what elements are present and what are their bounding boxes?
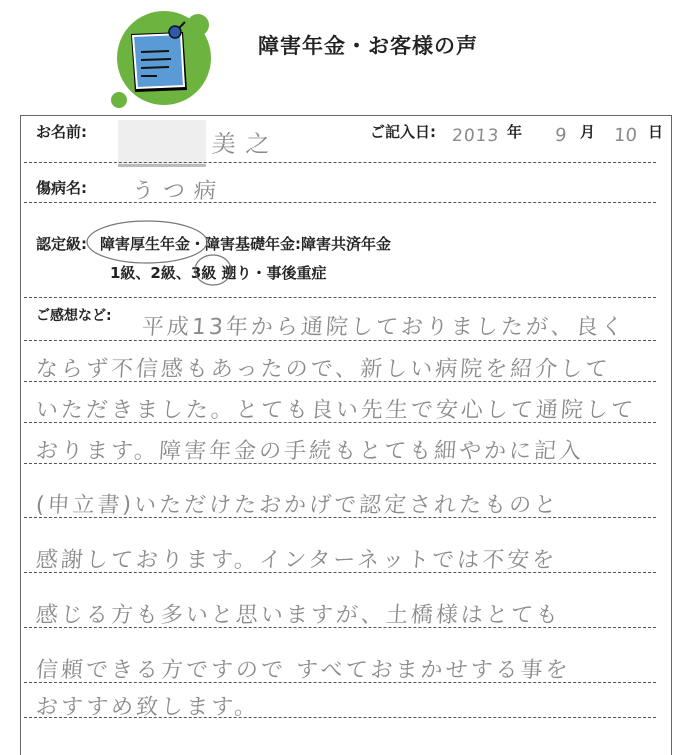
comment-line: おすすめ致します。 <box>34 695 261 720</box>
selection-circles <box>85 215 245 295</box>
year-unit: 年 <box>507 123 523 141</box>
divider <box>24 517 656 518</box>
comment-line: 感じる方も多いと思いますが、土橋様はとても <box>34 603 562 628</box>
comment-line: 信頼できる方ですので すべておまかせする事を <box>34 658 572 683</box>
divider <box>24 422 656 423</box>
month-unit: 月 <box>580 123 596 141</box>
date-month: 9 <box>554 125 571 146</box>
divider <box>24 340 656 341</box>
grade-label: 認定級: <box>36 235 87 253</box>
divider <box>24 381 656 382</box>
redacted-name <box>118 120 206 167</box>
disease-label: 傷病名: <box>36 179 87 197</box>
pension-type-options: 障害厚生年金・障害基礎年金:障害共済年金 <box>100 235 392 253</box>
logo <box>105 10 215 110</box>
selected-pension-circle <box>87 221 207 263</box>
date-day: 10 <box>613 125 638 146</box>
page-title: 障害年金・お客様の声 <box>258 34 478 58</box>
comment-line: ならず不信感もあったので、新しい病院を紹介して <box>34 357 612 382</box>
disease-value: うつ病 <box>130 179 226 204</box>
comment-line: 感謝しております。インターネットでは不安を <box>34 548 558 573</box>
divider <box>24 627 656 628</box>
divider <box>24 572 656 573</box>
name-value: 美之 <box>210 130 281 158</box>
grade-options: 1級、2級、3級 遡り・事後重症 <box>110 264 327 282</box>
divider <box>24 162 656 163</box>
divider <box>24 463 656 464</box>
comment-line: おります。障害年金の手続もとても細やかに記入 <box>34 439 585 464</box>
divider <box>24 717 656 718</box>
divider <box>24 202 656 203</box>
day-unit: 日 <box>648 123 664 141</box>
date-year: 2013 <box>451 126 500 146</box>
note-pinned-icon <box>105 10 215 110</box>
comment-line: (申立書)いただけたおかげで認定されたものと <box>34 493 560 518</box>
selected-grade-circle <box>195 255 231 285</box>
name-label: お名前: <box>36 123 87 141</box>
divider <box>24 682 656 683</box>
comment-line: 平成13年から通院しておりましたが、良く <box>140 315 627 340</box>
comment-line: いただきました。とても良い先生で安心して通院して <box>34 398 637 423</box>
comment-label: ご感想など: <box>36 308 112 324</box>
date-label: ご記入日: <box>370 123 436 141</box>
divider <box>24 297 656 298</box>
